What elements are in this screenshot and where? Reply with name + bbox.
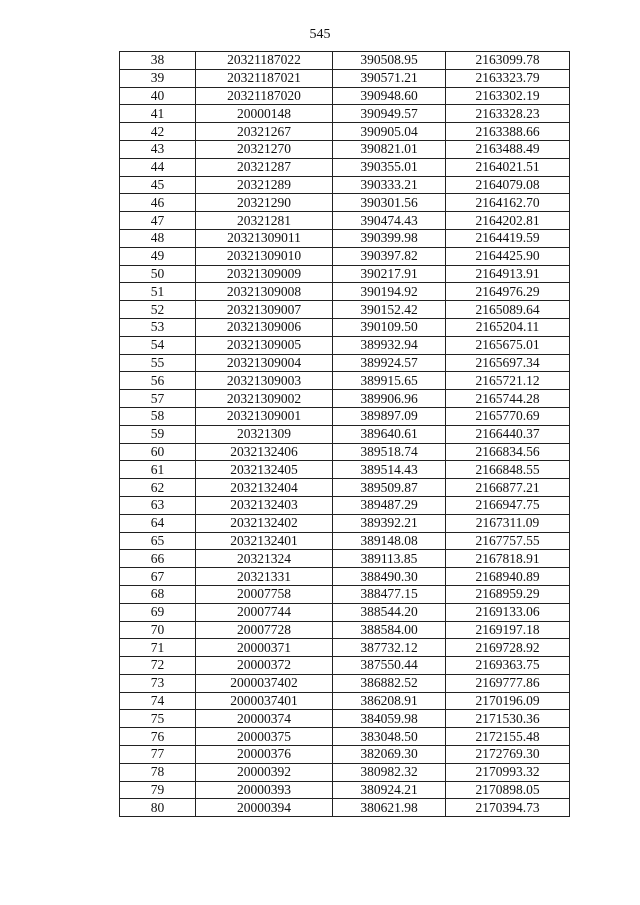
y-coordinate-cell: 2172155.48 — [446, 728, 570, 746]
table-row — [120, 461, 570, 479]
x-coordinate-cell: 382069.30 — [333, 746, 446, 764]
x-coordinate-cell: 383048.50 — [333, 728, 446, 746]
x-coordinate-cell: 390571.21 — [333, 69, 446, 87]
y-coordinate-cell: 2164913.91 — [446, 265, 570, 283]
table-row — [120, 390, 570, 408]
x-coordinate-cell: 390474.43 — [333, 212, 446, 230]
x-coordinate-cell: 389932.94 — [333, 336, 446, 354]
point-id-cell: 20321309 — [196, 425, 333, 443]
row-index-cell: 45 — [120, 176, 196, 194]
table-row — [120, 158, 570, 176]
y-coordinate-cell: 2165204.11 — [446, 318, 570, 336]
table-row — [120, 550, 570, 568]
table-row — [120, 603, 570, 621]
table-row — [120, 674, 570, 692]
point-id-cell: 20321267 — [196, 123, 333, 141]
row-index-cell: 47 — [120, 212, 196, 230]
x-coordinate-cell: 390152.42 — [333, 301, 446, 319]
row-index-cell: 73 — [120, 674, 196, 692]
row-index-cell: 41 — [120, 105, 196, 123]
row-index-cell: 40 — [120, 87, 196, 105]
x-coordinate-cell: 390217.91 — [333, 265, 446, 283]
y-coordinate-cell: 2164021.51 — [446, 158, 570, 176]
table-row — [120, 372, 570, 390]
x-coordinate-cell: 388544.20 — [333, 603, 446, 621]
x-coordinate-cell: 390333.21 — [333, 176, 446, 194]
y-coordinate-cell: 2170394.73 — [446, 799, 570, 817]
row-index-cell: 71 — [120, 639, 196, 657]
table-row — [120, 639, 570, 657]
row-index-cell: 78 — [120, 763, 196, 781]
table-row — [120, 229, 570, 247]
y-coordinate-cell: 2167311.09 — [446, 514, 570, 532]
x-coordinate-cell: 384059.98 — [333, 710, 446, 728]
x-coordinate-cell: 389113.85 — [333, 550, 446, 568]
y-coordinate-cell: 2165697.34 — [446, 354, 570, 372]
y-coordinate-cell: 2170993.32 — [446, 763, 570, 781]
point-id-cell: 20000374 — [196, 710, 333, 728]
y-coordinate-cell: 2164079.08 — [446, 176, 570, 194]
y-coordinate-cell: 2170196.09 — [446, 692, 570, 710]
y-coordinate-cell: 2163099.78 — [446, 52, 570, 70]
x-coordinate-cell: 388584.00 — [333, 621, 446, 639]
row-index-cell: 62 — [120, 479, 196, 497]
coordinates-table — [119, 51, 570, 817]
table-row — [120, 710, 570, 728]
row-index-cell: 63 — [120, 496, 196, 514]
row-index-cell: 59 — [120, 425, 196, 443]
y-coordinate-cell: 2169197.18 — [446, 621, 570, 639]
x-coordinate-cell: 380924.21 — [333, 781, 446, 799]
point-id-cell: 20321289 — [196, 176, 333, 194]
row-index-cell: 77 — [120, 746, 196, 764]
x-coordinate-cell: 387550.44 — [333, 657, 446, 675]
row-index-cell: 76 — [120, 728, 196, 746]
row-index-cell: 80 — [120, 799, 196, 817]
y-coordinate-cell: 2167757.55 — [446, 532, 570, 550]
table-row — [120, 532, 570, 550]
row-index-cell: 56 — [120, 372, 196, 390]
y-coordinate-cell: 2166877.21 — [446, 479, 570, 497]
y-coordinate-cell: 2164976.29 — [446, 283, 570, 301]
point-id-cell: 20321270 — [196, 140, 333, 158]
table-row — [120, 692, 570, 710]
point-id-cell: 20321324 — [196, 550, 333, 568]
point-id-cell: 20321187021 — [196, 69, 333, 87]
point-id-cell: 20321309004 — [196, 354, 333, 372]
x-coordinate-cell: 390905.04 — [333, 123, 446, 141]
table-row — [120, 443, 570, 461]
row-index-cell: 75 — [120, 710, 196, 728]
point-id-cell: 20007728 — [196, 621, 333, 639]
page-number: 545 — [309, 27, 331, 42]
table-row — [120, 568, 570, 586]
table-row — [120, 657, 570, 675]
point-id-cell: 2032132405 — [196, 461, 333, 479]
y-coordinate-cell: 2165770.69 — [446, 407, 570, 425]
row-index-cell: 39 — [120, 69, 196, 87]
point-id-cell: 20000375 — [196, 728, 333, 746]
y-coordinate-cell: 2163388.66 — [446, 123, 570, 141]
x-coordinate-cell: 389509.87 — [333, 479, 446, 497]
row-index-cell: 64 — [120, 514, 196, 532]
point-id-cell: 20007758 — [196, 585, 333, 603]
y-coordinate-cell: 2165089.64 — [446, 301, 570, 319]
row-index-cell: 50 — [120, 265, 196, 283]
point-id-cell: 20321331 — [196, 568, 333, 586]
row-index-cell: 60 — [120, 443, 196, 461]
row-index-cell: 53 — [120, 318, 196, 336]
row-index-cell: 66 — [120, 550, 196, 568]
row-index-cell: 67 — [120, 568, 196, 586]
x-coordinate-cell: 390301.56 — [333, 194, 446, 212]
y-coordinate-cell: 2166834.56 — [446, 443, 570, 461]
table-row — [120, 176, 570, 194]
table-row — [120, 318, 570, 336]
x-coordinate-cell: 390508.95 — [333, 52, 446, 70]
y-coordinate-cell: 2164419.59 — [446, 229, 570, 247]
x-coordinate-cell: 389518.74 — [333, 443, 446, 461]
row-index-cell: 42 — [120, 123, 196, 141]
x-coordinate-cell: 389148.08 — [333, 532, 446, 550]
x-coordinate-cell: 380982.32 — [333, 763, 446, 781]
table-row — [120, 728, 570, 746]
table-row — [120, 763, 570, 781]
point-id-cell: 20000392 — [196, 763, 333, 781]
table-row — [120, 781, 570, 799]
y-coordinate-cell: 2163302.19 — [446, 87, 570, 105]
table-row — [120, 247, 570, 265]
row-index-cell: 74 — [120, 692, 196, 710]
point-id-cell: 20321281 — [196, 212, 333, 230]
point-id-cell: 20000393 — [196, 781, 333, 799]
x-coordinate-cell: 389487.29 — [333, 496, 446, 514]
point-id-cell: 20321309011 — [196, 229, 333, 247]
row-index-cell: 46 — [120, 194, 196, 212]
row-index-cell: 65 — [120, 532, 196, 550]
point-id-cell: 20007744 — [196, 603, 333, 621]
y-coordinate-cell: 2169728.92 — [446, 639, 570, 657]
table-row — [120, 746, 570, 764]
point-id-cell: 20321290 — [196, 194, 333, 212]
point-id-cell: 20000376 — [196, 746, 333, 764]
y-coordinate-cell: 2163323.79 — [446, 69, 570, 87]
y-coordinate-cell: 2168959.29 — [446, 585, 570, 603]
table-row — [120, 105, 570, 123]
table-row — [120, 799, 570, 817]
table-row — [120, 212, 570, 230]
y-coordinate-cell: 2169363.75 — [446, 657, 570, 675]
point-id-cell: 2032132402 — [196, 514, 333, 532]
table-row — [120, 354, 570, 372]
table-row — [120, 479, 570, 497]
point-id-cell: 20321309002 — [196, 390, 333, 408]
row-index-cell: 48 — [120, 229, 196, 247]
table-row — [120, 621, 570, 639]
x-coordinate-cell: 380621.98 — [333, 799, 446, 817]
y-coordinate-cell: 2170898.05 — [446, 781, 570, 799]
y-coordinate-cell: 2164162.70 — [446, 194, 570, 212]
x-coordinate-cell: 390109.50 — [333, 318, 446, 336]
point-id-cell: 20321309003 — [196, 372, 333, 390]
point-id-cell: 20321309010 — [196, 247, 333, 265]
row-index-cell: 44 — [120, 158, 196, 176]
y-coordinate-cell: 2171530.36 — [446, 710, 570, 728]
point-id-cell: 20321309005 — [196, 336, 333, 354]
y-coordinate-cell: 2165721.12 — [446, 372, 570, 390]
row-index-cell: 79 — [120, 781, 196, 799]
point-id-cell: 20321309006 — [196, 318, 333, 336]
table-row — [120, 265, 570, 283]
point-id-cell: 20321309008 — [196, 283, 333, 301]
y-coordinate-cell: 2163488.49 — [446, 140, 570, 158]
x-coordinate-cell: 390948.60 — [333, 87, 446, 105]
y-coordinate-cell: 2164202.81 — [446, 212, 570, 230]
table-row — [120, 140, 570, 158]
point-id-cell: 2032132403 — [196, 496, 333, 514]
table-row — [120, 425, 570, 443]
table-row — [120, 407, 570, 425]
table-row — [120, 514, 570, 532]
x-coordinate-cell: 390397.82 — [333, 247, 446, 265]
point-id-cell: 20000394 — [196, 799, 333, 817]
point-id-cell: 2032132401 — [196, 532, 333, 550]
x-coordinate-cell: 386882.52 — [333, 674, 446, 692]
x-coordinate-cell: 390821.01 — [333, 140, 446, 158]
y-coordinate-cell: 2166848.55 — [446, 461, 570, 479]
row-index-cell: 61 — [120, 461, 196, 479]
x-coordinate-cell: 389640.61 — [333, 425, 446, 443]
y-coordinate-cell: 2169133.06 — [446, 603, 570, 621]
table-row — [120, 496, 570, 514]
point-id-cell: 2032132406 — [196, 443, 333, 461]
point-id-cell: 2000037401 — [196, 692, 333, 710]
row-index-cell: 43 — [120, 140, 196, 158]
x-coordinate-cell: 390355.01 — [333, 158, 446, 176]
x-coordinate-cell: 390194.92 — [333, 283, 446, 301]
y-coordinate-cell: 2166947.75 — [446, 496, 570, 514]
table-row — [120, 301, 570, 319]
row-index-cell: 49 — [120, 247, 196, 265]
point-id-cell: 20000371 — [196, 639, 333, 657]
y-coordinate-cell: 2165744.28 — [446, 390, 570, 408]
x-coordinate-cell: 390949.57 — [333, 105, 446, 123]
table-row — [120, 123, 570, 141]
y-coordinate-cell: 2167818.91 — [446, 550, 570, 568]
point-id-cell: 20321309009 — [196, 265, 333, 283]
row-index-cell: 69 — [120, 603, 196, 621]
y-coordinate-cell: 2172769.30 — [446, 746, 570, 764]
point-id-cell: 20321309007 — [196, 301, 333, 319]
x-coordinate-cell: 389514.43 — [333, 461, 446, 479]
y-coordinate-cell: 2168940.89 — [446, 568, 570, 586]
y-coordinate-cell: 2164425.90 — [446, 247, 570, 265]
x-coordinate-cell: 388477.15 — [333, 585, 446, 603]
point-id-cell: 20321187022 — [196, 52, 333, 70]
point-id-cell: 20321287 — [196, 158, 333, 176]
y-coordinate-cell: 2169777.86 — [446, 674, 570, 692]
table-row — [120, 283, 570, 301]
table-row — [120, 585, 570, 603]
point-id-cell: 20321309001 — [196, 407, 333, 425]
x-coordinate-cell: 389915.65 — [333, 372, 446, 390]
row-index-cell: 70 — [120, 621, 196, 639]
x-coordinate-cell: 390399.98 — [333, 229, 446, 247]
table-row — [120, 336, 570, 354]
row-index-cell: 52 — [120, 301, 196, 319]
row-index-cell: 51 — [120, 283, 196, 301]
point-id-cell: 20321187020 — [196, 87, 333, 105]
x-coordinate-cell: 389924.57 — [333, 354, 446, 372]
point-id-cell: 20000372 — [196, 657, 333, 675]
y-coordinate-cell: 2163328.23 — [446, 105, 570, 123]
row-index-cell: 57 — [120, 390, 196, 408]
x-coordinate-cell: 386208.91 — [333, 692, 446, 710]
y-coordinate-cell: 2166440.37 — [446, 425, 570, 443]
row-index-cell: 55 — [120, 354, 196, 372]
x-coordinate-cell: 387732.12 — [333, 639, 446, 657]
x-coordinate-cell: 389906.96 — [333, 390, 446, 408]
table-row — [120, 52, 570, 70]
table-row — [120, 69, 570, 87]
x-coordinate-cell: 389392.21 — [333, 514, 446, 532]
row-index-cell: 72 — [120, 657, 196, 675]
row-index-cell: 38 — [120, 52, 196, 70]
coordinates-table-body — [120, 52, 570, 817]
x-coordinate-cell: 388490.30 — [333, 568, 446, 586]
row-index-cell: 58 — [120, 407, 196, 425]
table-row — [120, 87, 570, 105]
row-index-cell: 54 — [120, 336, 196, 354]
x-coordinate-cell: 389897.09 — [333, 407, 446, 425]
point-id-cell: 2032132404 — [196, 479, 333, 497]
point-id-cell: 2000037402 — [196, 674, 333, 692]
table-row — [120, 194, 570, 212]
row-index-cell: 68 — [120, 585, 196, 603]
point-id-cell: 20000148 — [196, 105, 333, 123]
y-coordinate-cell: 2165675.01 — [446, 336, 570, 354]
